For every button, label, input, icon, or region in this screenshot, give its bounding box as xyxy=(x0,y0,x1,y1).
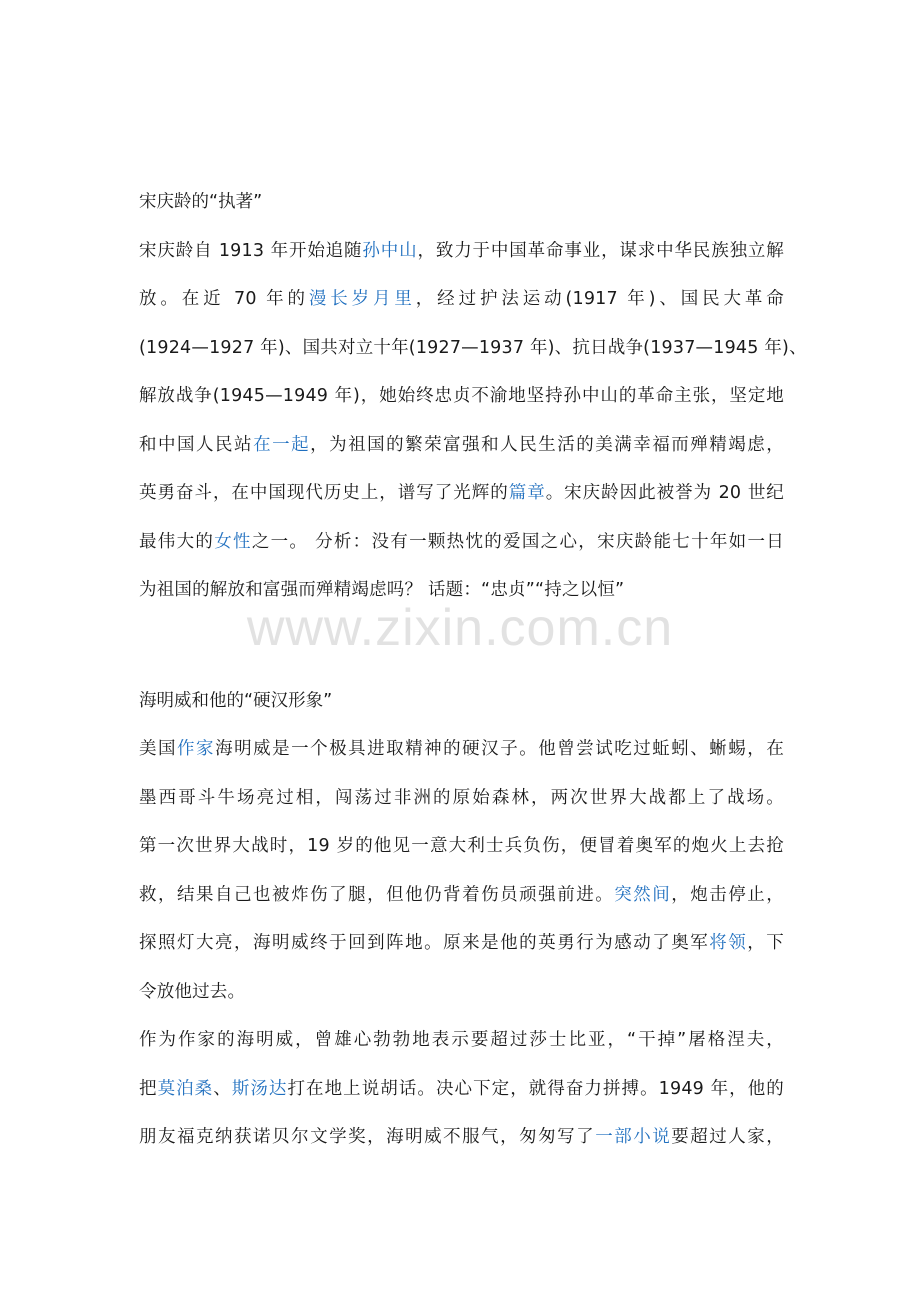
text-run: ，致力于中国革命事业，谋求中华民族独立解 xyxy=(417,240,784,261)
section-body-song-qingling xyxy=(139,227,807,615)
inline-link[interactable]: 篇章 xyxy=(508,483,546,503)
text-run: 救，结果自己也被炸伤了腿，但他仍背着伤员顽强前进。 xyxy=(139,884,615,905)
text-run: 第一次世界大战时，19 岁的他见一意大利士兵负伤，便冒着奥军的炮火上去抢 xyxy=(139,836,784,856)
text-line xyxy=(139,1113,784,1162)
inline-link[interactable]: 突然间 xyxy=(614,884,672,905)
text-line xyxy=(139,919,784,968)
section-title-song-qingling: 宋庆龄的“执著” xyxy=(139,192,263,212)
text-line xyxy=(139,469,784,518)
text-run: 要超过人家， xyxy=(671,1127,784,1147)
inline-link[interactable]: 一部小说 xyxy=(595,1127,672,1147)
text-run: 探照灯大亮，海明威终于回到阵地。原来是他的英勇行为感动了奥军 xyxy=(139,933,710,953)
text-run: 海明威是一个极具进取精神的硬汉子。他曾尝试吃过蚯蚓、蜥蜴，在 xyxy=(215,739,785,759)
section-divider xyxy=(139,615,784,677)
text-line xyxy=(139,372,784,421)
text-line xyxy=(139,725,784,774)
watermark-text: www.zixin.com.cn xyxy=(246,599,674,657)
inline-link[interactable]: 漫长岁月里 xyxy=(308,289,416,309)
text-run: 解放战争(1945—1949 年)，她始终忠贞不渝地坚持孙中山的革命主张，坚定地 xyxy=(139,386,784,406)
text-run: (1924—1927 年)、国共对立十年(1927—1937 年)、抗日战争(1937—1945 年)、 xyxy=(139,337,807,358)
text-run: 把 xyxy=(139,1078,158,1099)
inline-link[interactable]: 作家 xyxy=(177,739,216,759)
text-run: 打在地上说胡话。决心下定，就得奋力拼搏。1949 年，他的 xyxy=(287,1078,784,1099)
text-run: ，下 xyxy=(747,933,785,953)
section-title-hemingway: 海明威和他的“硬汉形象” xyxy=(139,690,333,711)
text-line xyxy=(139,518,784,567)
inline-link[interactable]: 斯汤达 xyxy=(231,1078,288,1099)
text-run: 美国 xyxy=(139,739,178,759)
inline-link[interactable]: 莫泊桑 xyxy=(157,1078,214,1099)
paragraph xyxy=(139,822,784,1016)
text-line xyxy=(139,774,784,823)
text-run: 、 xyxy=(213,1078,232,1099)
text-line xyxy=(139,1065,784,1114)
text-run: 最伟大的 xyxy=(139,531,215,552)
text-run: 英勇奋斗，在中国现代历史上，谱写了光辉的 xyxy=(139,483,509,503)
paragraph xyxy=(139,1016,784,1162)
text-run: 和中国人民站 xyxy=(139,434,254,455)
text-run: ，经过护法运动(1917 年)、国民大革命 xyxy=(415,289,785,309)
text-run: 令放他过去。 xyxy=(139,981,246,1002)
section-body-hemingway xyxy=(139,725,784,1162)
text-run: 朋友福克纳获诺贝尔文学奖，海明威不服气，匆匆写了 xyxy=(139,1127,596,1147)
text-run: ，炮击停止， xyxy=(671,884,784,905)
text-run: 放。在近 70 年的 xyxy=(139,289,309,309)
document-page xyxy=(139,178,807,1162)
text-run: 作为作家的海明威，曾雄心勃勃地表示要超过莎士比亚，“干掉”屠格涅夫， xyxy=(139,1030,784,1050)
text-line xyxy=(139,421,784,470)
text-run: 为祖国的解放和富强而殚精竭虑吗？ 话题：“忠贞”“持之以恒” xyxy=(139,580,625,600)
paragraph xyxy=(139,725,784,822)
inline-link[interactable]: 女性 xyxy=(214,531,252,552)
text-line xyxy=(139,275,784,324)
text-run: 之一。 分析：没有一颗热忱的爱国之心，宋庆龄能七十年如一日 xyxy=(251,531,784,552)
text-run: 墨西哥斗牛场亮过相，闯荡过非洲的原始森林，两次世界大战都上了战场。 xyxy=(139,787,784,808)
text-line xyxy=(139,566,784,615)
text-line xyxy=(139,1016,784,1065)
inline-link[interactable]: 将领 xyxy=(709,933,748,953)
text-line xyxy=(139,968,784,1017)
inline-link[interactable]: 孙中山 xyxy=(362,240,418,261)
text-run: 。宋庆龄因此被誉为 20 世纪 xyxy=(545,483,784,503)
text-run: ，为祖国的繁荣富强和人民生活的美满幸福而殚精竭虑， xyxy=(310,434,785,455)
inline-link[interactable]: 在一起 xyxy=(253,434,311,455)
text-run: 宋庆龄自 1913 年开始追随 xyxy=(139,240,363,261)
text-line xyxy=(139,324,807,373)
text-line xyxy=(139,822,784,871)
text-line xyxy=(139,227,784,276)
text-line xyxy=(139,871,784,920)
